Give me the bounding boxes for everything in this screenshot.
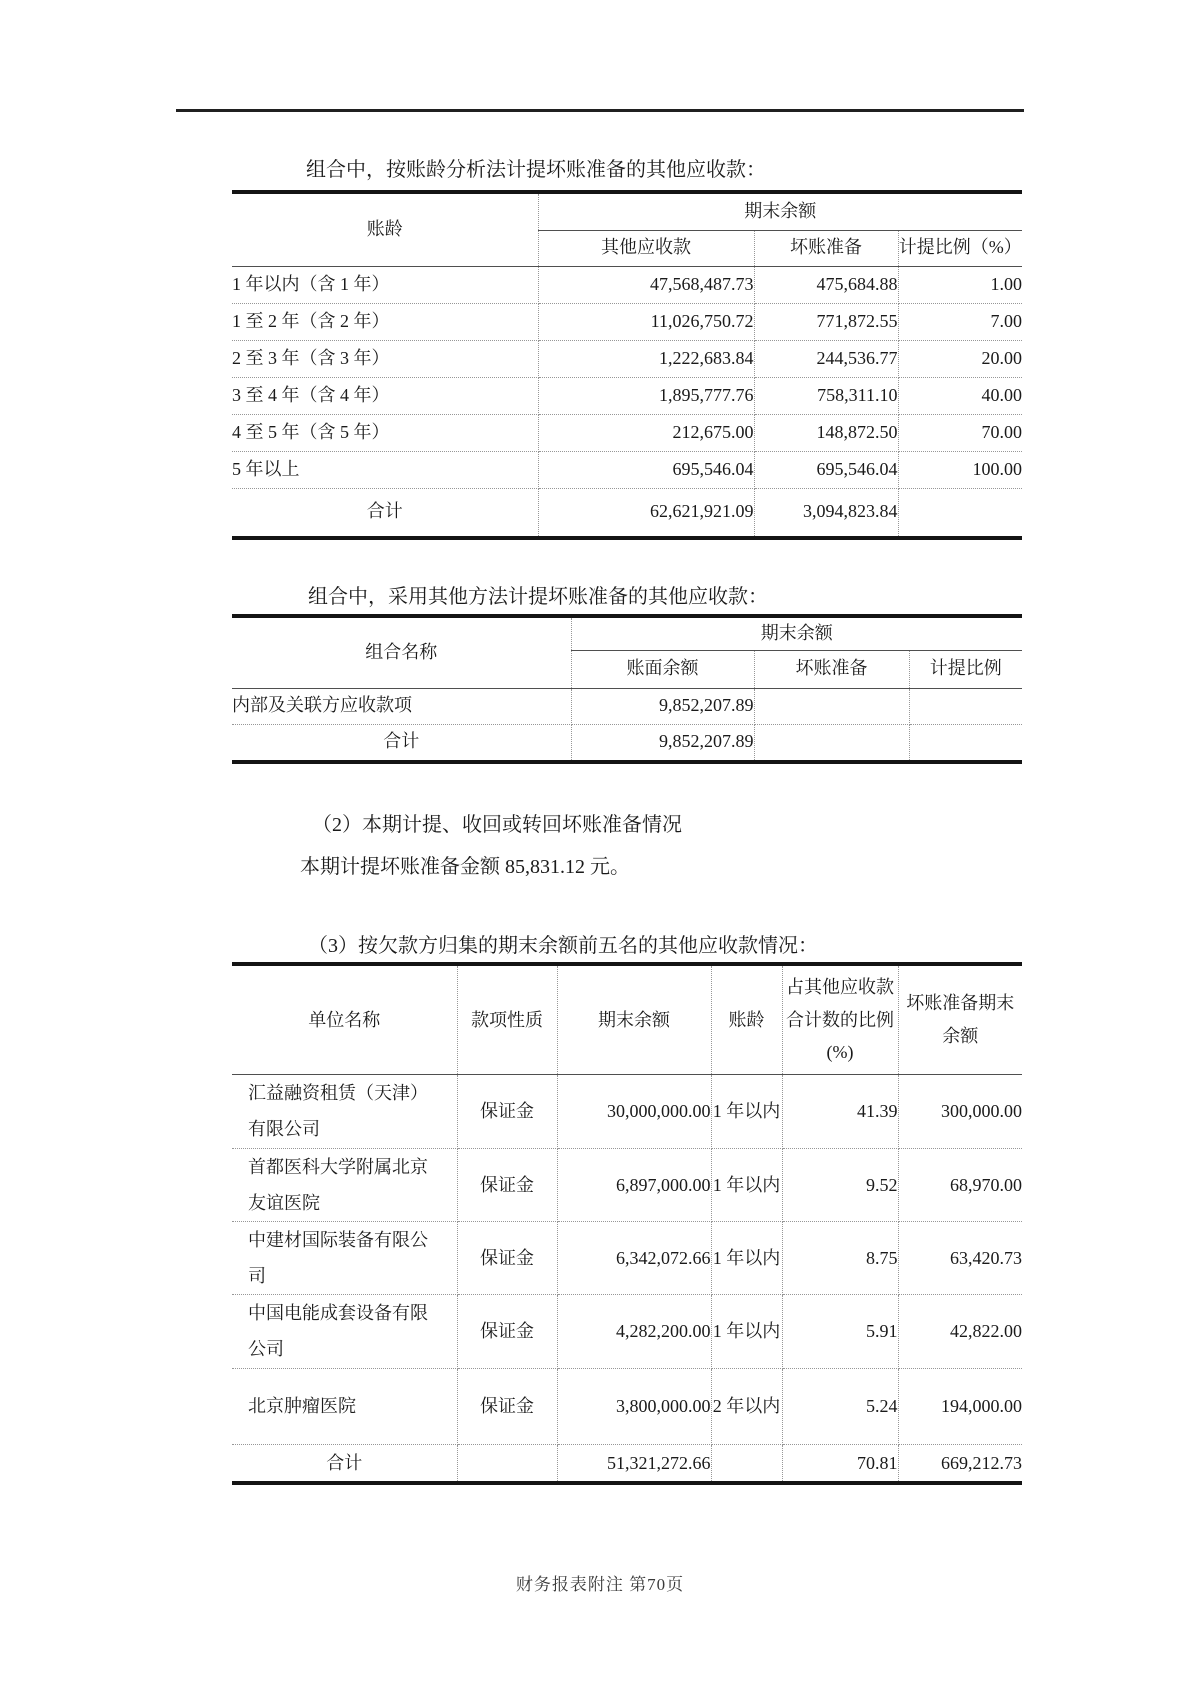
amount-cell: 30,000,000.00 — [557, 1074, 711, 1148]
table-total-row — [232, 724, 1022, 762]
col-header-ratio: 计提比例（%） — [898, 230, 1022, 266]
ratio-cell: 5.24 — [782, 1368, 898, 1444]
ratio-cell: 40.00 — [898, 377, 1022, 414]
provision-note-body: 本期计提坏账准备金额 85,831.12 元。 — [300, 856, 630, 878]
bad-debt-cell: 758,311.10 — [754, 377, 898, 414]
col-header-book-balance: 账面余额 — [571, 650, 754, 688]
amount-cell: 212,675.00 — [538, 414, 754, 451]
other-method-table — [232, 614, 1022, 764]
section2-title: 组合中，采用其他方法计提坏账准备的其他应收款： — [308, 586, 768, 608]
ratio-cell: 100.00 — [898, 451, 1022, 488]
unit-name-cell: 首都医科大学附属北京友谊医院 — [232, 1148, 457, 1221]
ratio-cell: 5.91 — [782, 1294, 898, 1368]
total-ratio-cell — [898, 488, 1022, 538]
section1-title: 组合中，按账龄分析法计提坏账准备的其他应收款： — [306, 159, 766, 181]
col-header-aging: 账龄 — [711, 964, 782, 1074]
nature-cell: 保证金 — [457, 1148, 557, 1221]
total-ratio-cell: 70.81 — [782, 1444, 898, 1483]
table-row — [232, 377, 1022, 414]
provision-note-heading: （2）本期计提、收回或转回坏账准备情况 — [312, 814, 682, 836]
bad-debt-cell: 194,000.00 — [898, 1368, 1022, 1444]
bad-debt-cell: 771,872.55 — [754, 303, 898, 340]
table-row — [232, 1148, 1022, 1221]
total-label-cell: 合计 — [232, 488, 538, 538]
aging-cell: 3 至 4 年（含 4 年） — [232, 377, 538, 414]
col-header-ratio: 计提比例 — [909, 650, 1022, 688]
total-label-cell: 合计 — [232, 724, 571, 762]
table-total-row — [232, 1444, 1022, 1483]
ratio-cell: 20.00 — [898, 340, 1022, 377]
nature-cell: 保证金 — [457, 1074, 557, 1148]
top-five-debtors-table — [232, 962, 1022, 1485]
ratio-cell: 9.52 — [782, 1148, 898, 1221]
col-header-period-end: 期末余额 — [571, 616, 1022, 650]
col-header-period-end: 期末余额 — [538, 192, 1022, 230]
table-row — [232, 303, 1022, 340]
nature-cell: 保证金 — [457, 1294, 557, 1368]
table-row — [232, 1368, 1022, 1444]
bad-debt-cell: 42,822.00 — [898, 1294, 1022, 1368]
table-row — [232, 1221, 1022, 1294]
group-name-cell: 内部及关联方应收款项 — [232, 688, 571, 724]
table-total-row — [232, 488, 1022, 538]
bad-debt-cell: 244,536.77 — [754, 340, 898, 377]
total-amount-cell: 51,321,272.66 — [557, 1444, 711, 1483]
amount-cell: 6,897,000.00 — [557, 1148, 711, 1221]
bad-debt-cell: 475,684.88 — [754, 266, 898, 303]
col-header-group-name: 组合名称 — [232, 616, 571, 688]
total-bad-debt-cell — [754, 724, 909, 762]
bad-debt-cell: 148,872.50 — [754, 414, 898, 451]
ratio-cell: 70.00 — [898, 414, 1022, 451]
total-label-cell: 合计 — [232, 1444, 457, 1483]
table-row — [232, 414, 1022, 451]
aging-cell: 1 年以内（含 1 年） — [232, 266, 538, 303]
aging-cell: 4 至 5 年（含 5 年） — [232, 414, 538, 451]
page-footer: 财务报表附注 第70页 — [515, 1575, 685, 1594]
amount-cell: 695,546.04 — [538, 451, 754, 488]
aging-cell: 2 至 3 年（含 3 年） — [232, 340, 538, 377]
unit-name-cell: 汇益融资租赁（天津）有限公司 — [232, 1074, 457, 1148]
total-ratio-cell — [909, 724, 1022, 762]
table-header-row — [232, 616, 1022, 650]
aging-cell: 1 年以内 — [711, 1148, 782, 1221]
ratio-cell — [909, 688, 1022, 724]
table-header-row — [232, 192, 1022, 230]
amount-cell: 1,222,683.84 — [538, 340, 754, 377]
table-row — [232, 451, 1022, 488]
aging-cell: 2 年以内 — [711, 1368, 782, 1444]
ratio-cell: 41.39 — [782, 1074, 898, 1148]
amount-cell: 47,568,487.73 — [538, 266, 754, 303]
total-bad-debt-cell: 669,212.73 — [898, 1444, 1022, 1483]
aging-cell: 1 至 2 年（含 2 年） — [232, 303, 538, 340]
col-header-bad-debt-end: 坏账准备期末余额 — [898, 964, 1022, 1074]
nature-cell: 保证金 — [457, 1368, 557, 1444]
amount-cell: 6,342,072.66 — [557, 1221, 711, 1294]
ratio-cell: 8.75 — [782, 1221, 898, 1294]
amount-cell: 1,895,777.76 — [538, 377, 754, 414]
unit-name-cell: 北京肿瘤医院 — [232, 1368, 457, 1444]
col-header-bad-debt: 坏账准备 — [754, 650, 909, 688]
unit-name-cell: 中建材国际装备有限公司 — [232, 1221, 457, 1294]
total-bad-debt-cell: 3,094,823.84 — [754, 488, 898, 538]
nature-cell: 保证金 — [457, 1221, 557, 1294]
table-header-row — [232, 964, 1022, 1074]
aging-cell: 1 年以内 — [711, 1221, 782, 1294]
aging-cell: 1 年以内 — [711, 1294, 782, 1368]
header-rule — [176, 109, 1024, 112]
col-header-period-end: 期末余额 — [557, 964, 711, 1074]
total-amount-cell: 62,621,921.09 — [538, 488, 754, 538]
bad-debt-cell: 68,970.00 — [898, 1148, 1022, 1221]
col-header-aging: 账龄 — [232, 192, 538, 266]
col-header-bad-debt: 坏账准备 — [754, 230, 898, 266]
amount-cell: 4,282,200.00 — [557, 1294, 711, 1368]
aging-cell: 5 年以上 — [232, 451, 538, 488]
aging-analysis-table — [232, 190, 1022, 540]
amount-cell: 11,026,750.72 — [538, 303, 754, 340]
bad-debt-cell: 300,000.00 — [898, 1074, 1022, 1148]
total-nature-cell — [457, 1444, 557, 1483]
table-row — [232, 1074, 1022, 1148]
ratio-cell: 1.00 — [898, 266, 1022, 303]
table-row — [232, 688, 1022, 724]
table-row — [232, 1294, 1022, 1368]
bad-debt-cell — [754, 688, 909, 724]
total-book-balance-cell: 9,852,207.89 — [571, 724, 754, 762]
book-balance-cell: 9,852,207.89 — [571, 688, 754, 724]
section3-title: （3）按欠款方归集的期末余额前五名的其他应收款情况： — [308, 935, 818, 957]
col-header-nature: 款项性质 — [457, 964, 557, 1074]
total-aging-cell — [711, 1444, 782, 1483]
amount-cell: 3,800,000.00 — [557, 1368, 711, 1444]
col-header-other-receivables: 其他应收款 — [538, 230, 754, 266]
col-header-unit-name: 单位名称 — [232, 964, 457, 1074]
col-header-ratio: 占其他应收款合计数的比例(%) — [782, 964, 898, 1074]
table-row — [232, 266, 1022, 303]
bad-debt-cell: 63,420.73 — [898, 1221, 1022, 1294]
aging-cell: 1 年以内 — [711, 1074, 782, 1148]
table-row — [232, 340, 1022, 377]
unit-name-cell: 中国电能成套设备有限公司 — [232, 1294, 457, 1368]
ratio-cell: 7.00 — [898, 303, 1022, 340]
bad-debt-cell: 695,546.04 — [754, 451, 898, 488]
